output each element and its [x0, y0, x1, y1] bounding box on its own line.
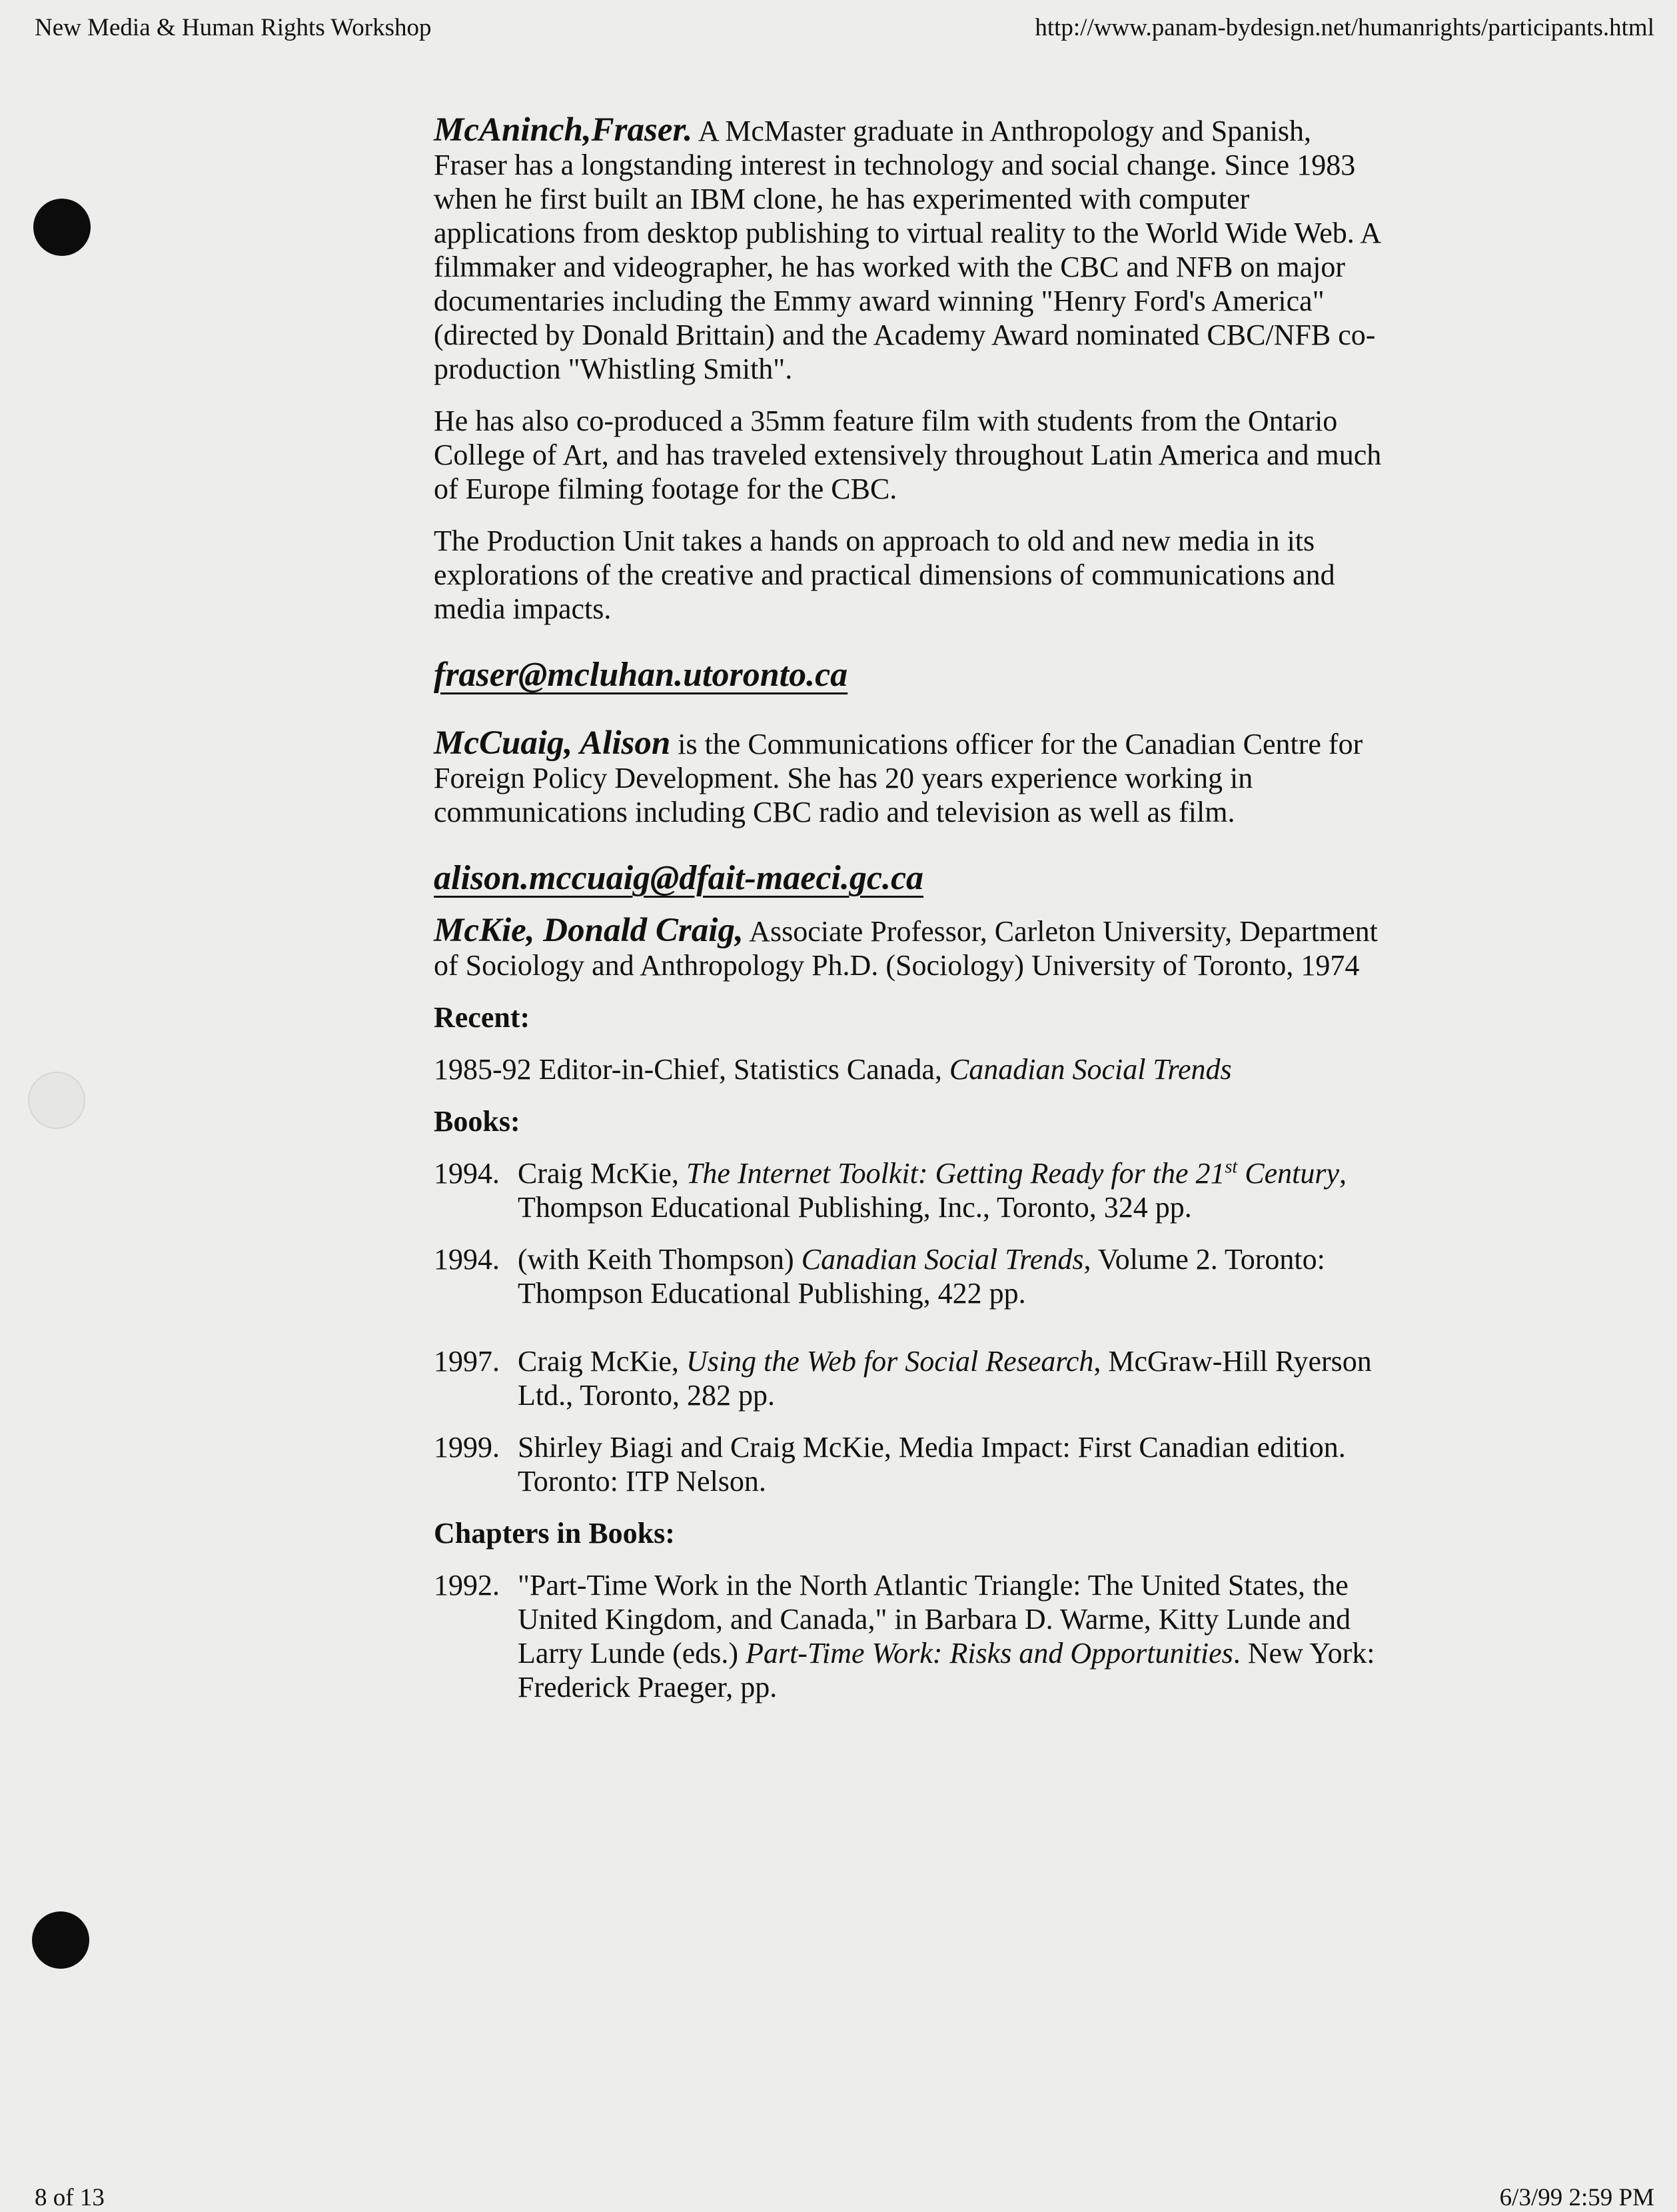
- print-timestamp: 6/3/99 2:59 PM: [1499, 2184, 1654, 2211]
- mckie-entry: [434, 914, 1387, 982]
- book-item: [434, 1242, 1387, 1310]
- recent-text: 1985-92 Editor-in-Chief, Statistics Canada,: [434, 1053, 949, 1086]
- recent-title: Canadian Social Trends: [949, 1053, 1232, 1086]
- email-link[interactable]: fraser@mcluhan.utoronto.ca: [434, 656, 848, 694]
- book-authors: Craig McKie,: [518, 1345, 686, 1378]
- chapter-year: 1992.: [434, 1569, 500, 1602]
- mccuaig-entry: [434, 726, 1387, 829]
- section-heading-chapters: Chapters in Books:: [434, 1517, 675, 1550]
- recent-item: [434, 1052, 1387, 1086]
- section-heading-recent: Recent:: [434, 1001, 530, 1034]
- binder-hole-bottom: [32, 1911, 89, 1969]
- participant-bio-paragraph: The Production Unit takes a hands on approach to old and new media in its explorations of the creative and practical dimensions of communications and media impacts.: [434, 525, 1335, 625]
- participant-bio-paragraph: He has also co-produced a 35mm feature film with students from the Ontario College of Art, and has traveled extensively throughout Latin America and much of Europe filming footage for the CBC.: [434, 405, 1382, 505]
- book-title: [686, 1157, 1339, 1190]
- book-year: 1997.: [434, 1345, 500, 1378]
- book-citation: Shirley Biagi and Craig McKie, Media Impact: First Canadian edition. Toronto: ITP Nelson.: [518, 1431, 1346, 1498]
- book-title: Using the Web for Social Research: [686, 1345, 1094, 1378]
- binder-hole-top: [33, 199, 91, 256]
- header-title: New Media & Human Rights Workshop: [35, 14, 432, 41]
- page-number: 8 of 13: [35, 2184, 105, 2211]
- book-title-superscript: st: [1225, 1156, 1238, 1178]
- book-publisher: , Volume 2. Toronto: Thompson Educational Publishing, 422 pp.: [518, 1243, 1325, 1310]
- participant-bio: is the Communications officer for the Canadian Centre for Foreign Policy Development. She has 20 years experience working in communications including CBC radio and television as well as film.: [434, 728, 1363, 828]
- book-title-text-end: Century: [1237, 1157, 1339, 1190]
- binder-hole-middle: [28, 1072, 85, 1129]
- header-url: http://www.panam-bydesign.net/humanrights/participants.html: [1035, 14, 1654, 41]
- participant-bio: Associate Professor, Carleton University, Department of Sociology and Anthropology Ph.D. (Sociology) University of Toronto, 1974: [434, 915, 1378, 982]
- participant-name: McAninch,Fraser.: [434, 111, 693, 149]
- participant-bio: A McMaster graduate in Anthropology and Spanish, Fraser has a longstanding interest in technology and social change. Since 1983 when he first built an IBM clone, he has experimented with computer applications from desktop publishing to virtual reality to the World Wide Web. A filmmaker and videographer, he has worked with the CBC and NFB on major documentaries including the Emmy award winning "Henry Ford's America" (directed by Donald Brittain) and the Academy Award nominated CBC/NFB co-production "Whistling Smith".: [434, 115, 1380, 385]
- chapter-text: "Part-Time Work in the North Atlantic Triangle: The United States, the United Kingdom, and Canada," in Barbara D. Warme, Kitty Lunde and Larry Lunde (eds.): [518, 1569, 1351, 1669]
- book-authors: (with Keith Thompson): [518, 1243, 802, 1276]
- participant-name: McCuaig, Alison: [434, 724, 671, 762]
- mcaninch-entry: [434, 113, 1387, 386]
- book-publisher: , McGraw-Hill Ryerson Ltd., Toronto, 282 pp.: [518, 1345, 1372, 1412]
- book-year: 1994.: [434, 1243, 500, 1276]
- participant-list: [434, 113, 1387, 1704]
- book-citation: [518, 1242, 1387, 1310]
- book-title: Canadian Social Trends: [801, 1243, 1084, 1276]
- chapter-item: [434, 1568, 1387, 1704]
- chapter-citation: [518, 1568, 1387, 1704]
- book-publisher: , Thompson Educational Publishing, Inc., Toronto, 324 pp.: [518, 1157, 1347, 1224]
- book-citation: [518, 1344, 1387, 1412]
- chapter-publisher: . New York: Frederick Praeger, pp.: [518, 1637, 1375, 1703]
- book-item: [434, 1156, 1387, 1224]
- book-title-text: The Internet Toolkit: Getting Ready for the 21: [686, 1157, 1225, 1190]
- section-heading-books: Books:: [434, 1105, 520, 1138]
- book-year: 1994.: [434, 1157, 500, 1190]
- book-authors: Craig McKie,: [518, 1157, 686, 1190]
- book-item: [434, 1430, 1387, 1498]
- book-year: 1999.: [434, 1431, 500, 1464]
- participant-name: McKie, Donald Craig,: [434, 912, 744, 949]
- chapter-book-title: Part-Time Work: Risks and Opportunities: [746, 1637, 1233, 1669]
- book-item: [434, 1344, 1387, 1412]
- book-citation: [518, 1156, 1387, 1224]
- email-link[interactable]: alison.mccuaig@dfait-maeci.gc.ca: [434, 859, 924, 897]
